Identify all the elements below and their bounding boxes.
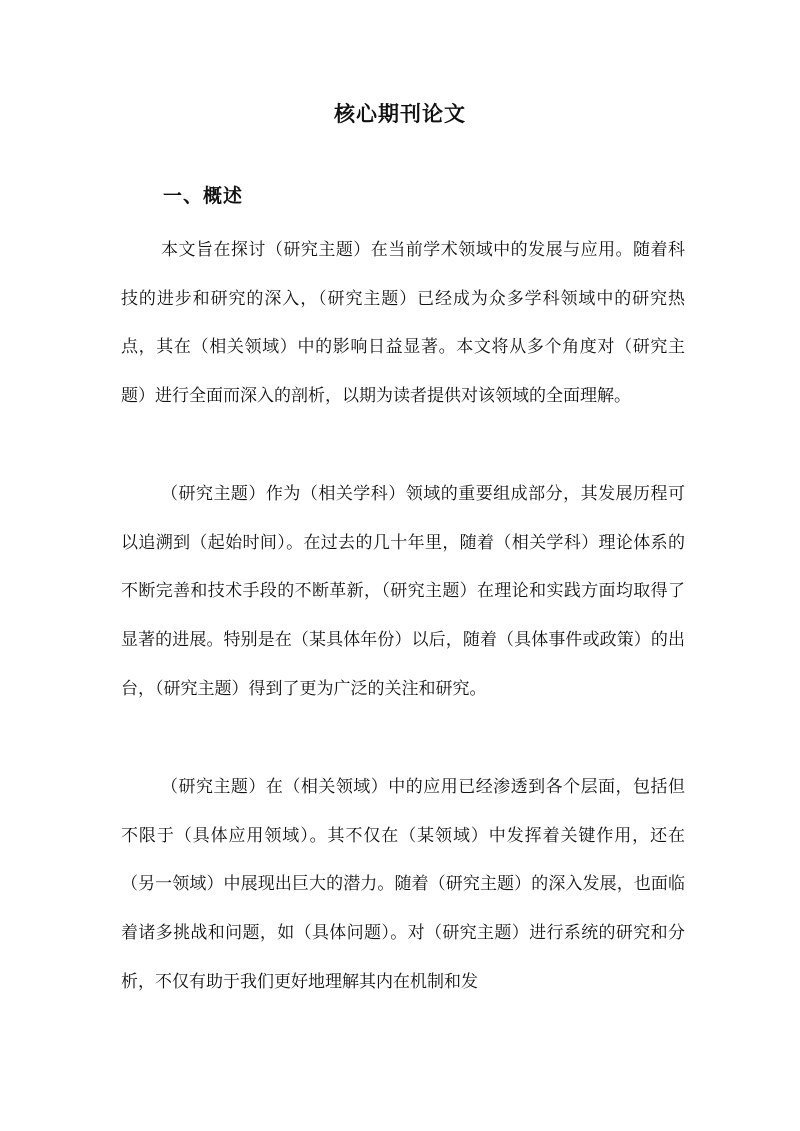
section-heading: 一、概述 (163, 185, 244, 207)
body-paragraph: 本文旨在探讨（研究主题）在当前学术领域中的发展与应用。随着科技的进步和研究的深入，（研究主题）已经成为众多学科领域中的研究热点，其在（相关领域）中的影响日益显著。本文将从多个角度对（研究主题）进行全面而深入的剖析，以期为读者提供对该领域的全面理解。 (121, 240, 685, 407)
body-paragraph: （研究主题）在（相关领域）中的应用已经渗透到各个层面，包括但不限于（具体应用领域）。其不仅在（某领域）中发挥着关键作用，还在（另一领域）中展现出巨大的潜力。随着（研究主题）的深入发展，也面临着诸多挑战和问题，如（具体问题）。对（研究主题）进行系统的研究和分析，不仅有助于我们更好地理解其内在机制和发 (121, 777, 685, 992)
document-title: 核心期刊论文 (334, 101, 466, 126)
body-paragraph: （研究主题）作为（相关学科）领域的重要组成部分，其发展历程可以追溯到（起始时间）。在过去的几十年里，随着（相关学科）理论体系的不断完善和技术手段的不断革新，（研究主题）在理论和实践方面均取得了显著的进展。特别是在（某具体年份）以后，随着（具体事件或政策）的出台，（研究主题）得到了更为广泛的关注和研究。 (121, 484, 685, 699)
